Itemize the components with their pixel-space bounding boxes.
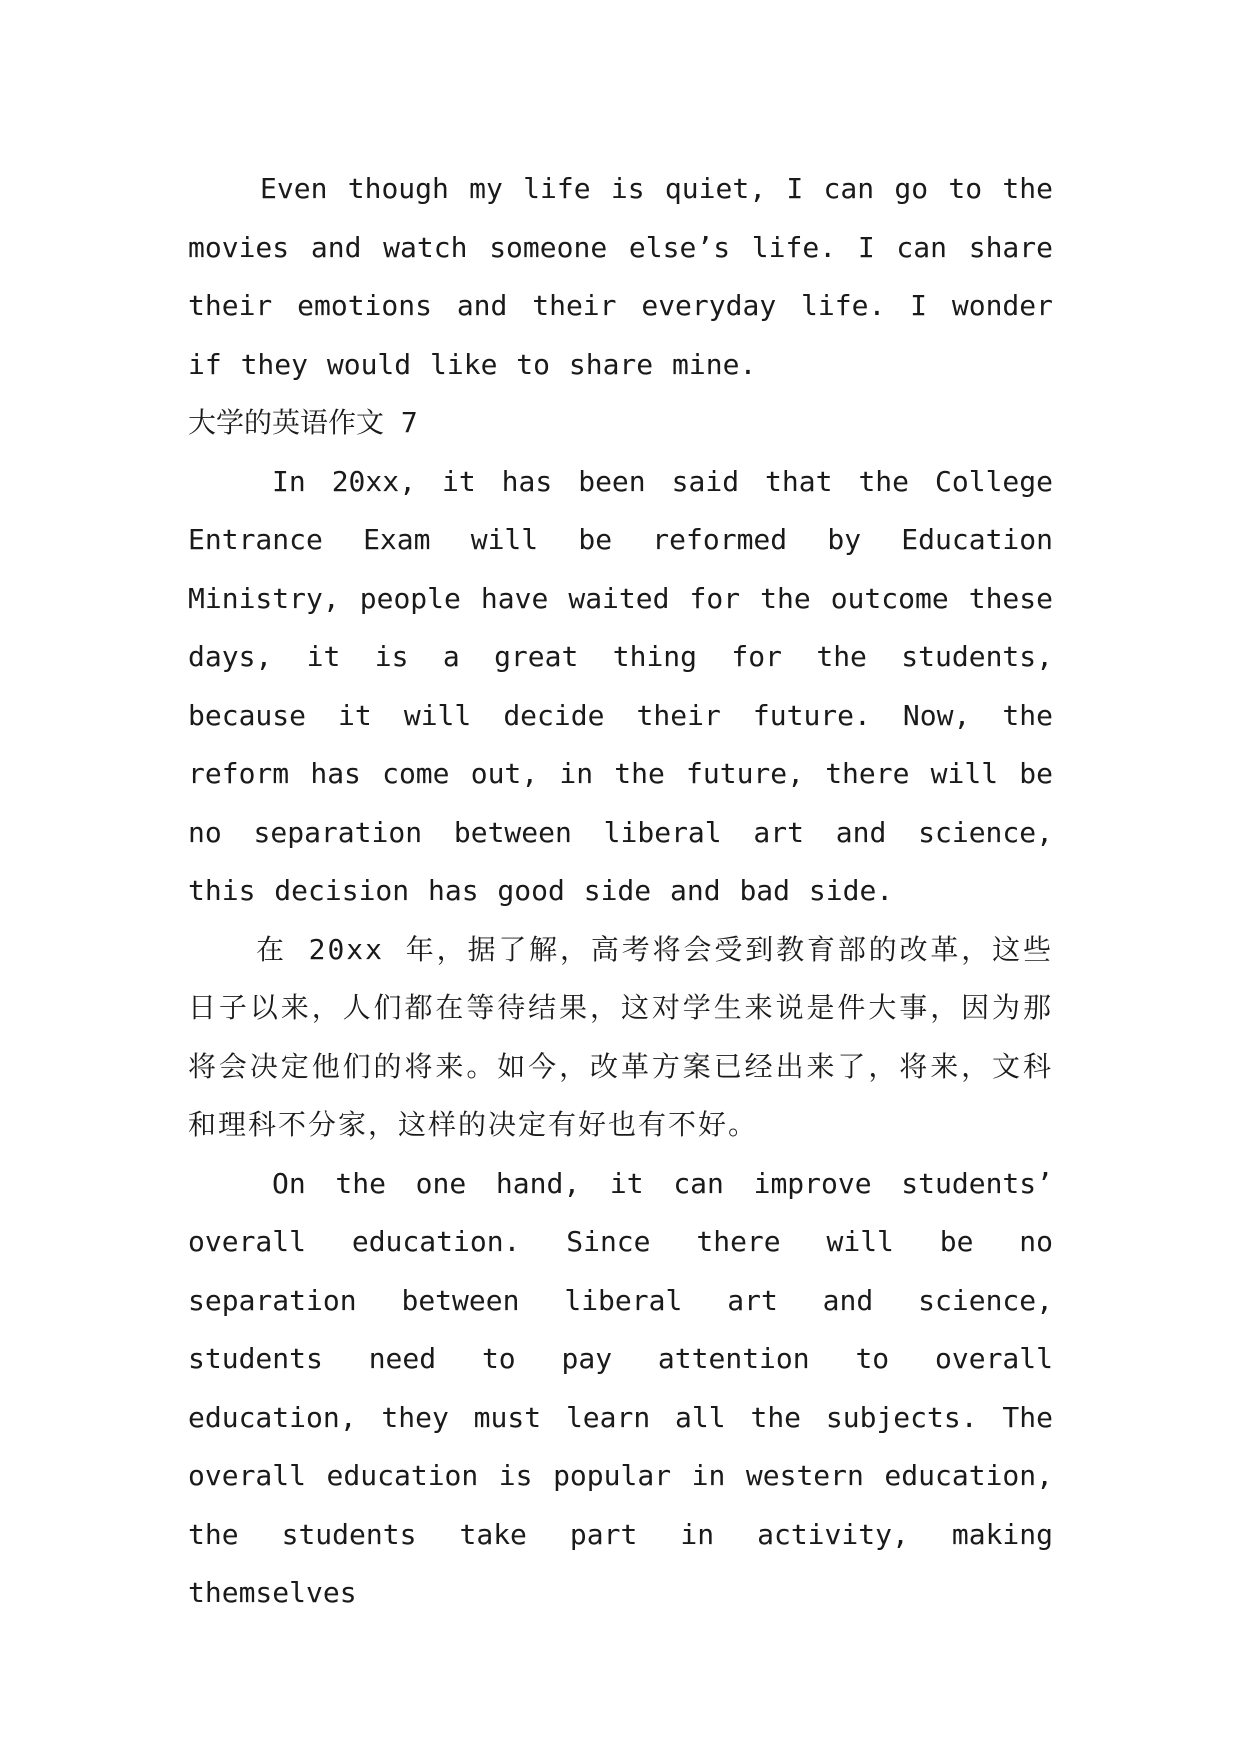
essay-heading: 大学的英语作文 7 <box>188 406 418 439</box>
document-body <box>188 160 1053 1623</box>
paragraph-chinese-translation: 在 20xx 年，据了解，高考将会受到教育部的改革，这些日子以来，人们都在等待结果，这对学生来说是件大事，因为那将会决定他们的将来。如今，改革方案已经出来了，将来，文科和理科不分家，这样的决定有好也有不好。 <box>188 932 1053 1141</box>
paragraph-quiet-life: Even though my life is quiet, I can go to the movies and watch someone else’s life. I can share their emotions and their everyday life. I wonder if they would like to share mine. <box>188 172 1053 381</box>
paragraph-overall-education: On the one hand, it can improve students’ overall education. Since there will be no separation between liberal art and science, students need to pay attention to overall education, they must learn all the subjects. The overall education is popular in western education, the students take part in activity, making themselves <box>188 1166 1053 1609</box>
paragraph-college-exam-reform: In 20xx, it has been said that the College Entrance Exam will be reformed by Education Ministry, people have waited for the outcome these days, it is a great thing for the students, because it will decide their future. Now, the reform has come out, in the future, there will be no separation between liberal art and science, this decision has good side and bad side. <box>188 464 1053 907</box>
